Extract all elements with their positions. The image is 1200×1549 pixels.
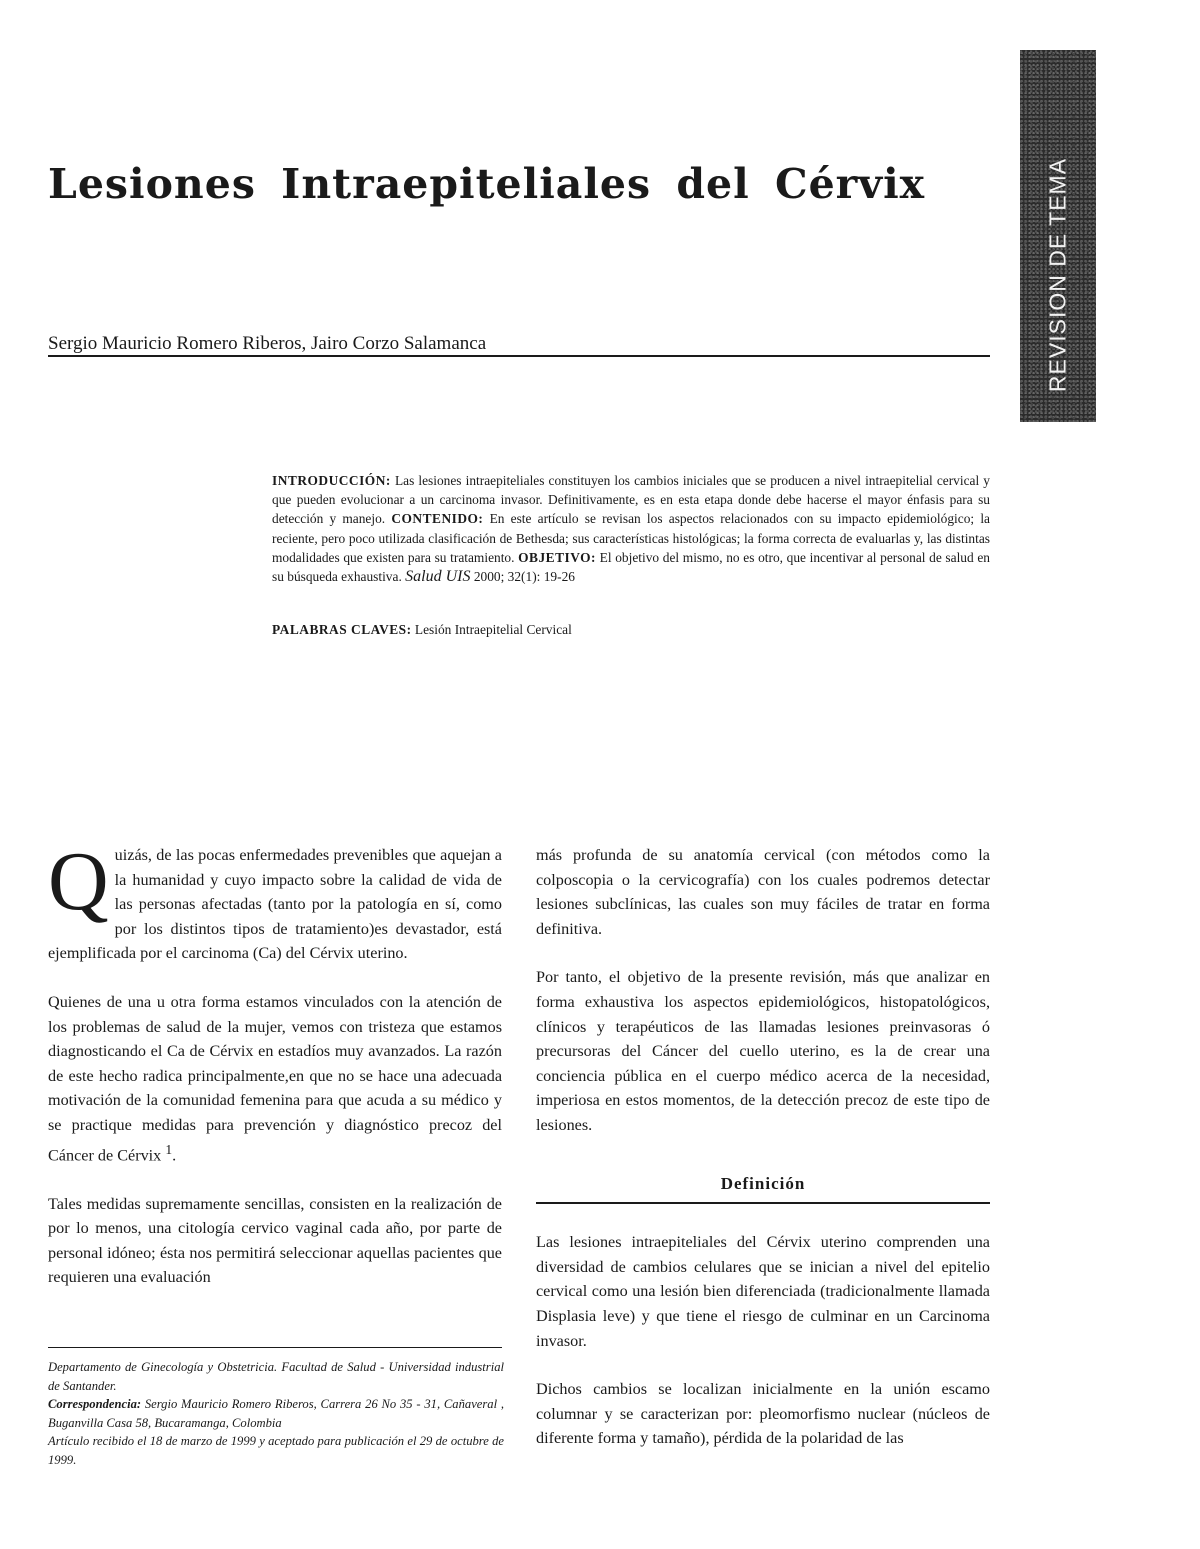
footnote-divider: [48, 1347, 502, 1348]
side-tab-label: REVISION DE TEMA: [1044, 157, 1071, 393]
section-side-tab: [1020, 50, 1096, 422]
footnote: [48, 1358, 504, 1470]
body-paragraph: Dichos cambios se localizan inicialmente en la unión escamo columnar y se caracterizan por: pleomorfismo nuclear (núcleos de diferente forma y tamaño), pérdida de la polaridad de las: [536, 1380, 990, 1448]
correspondence-label: Correspondencia:: [48, 1397, 142, 1412]
keywords-text: Lesión Intraepitelial Cervical: [411, 622, 572, 637]
paragraph-text: Quienes de una u otra forma estamos vinculados con la atención de los problemas de salud de la mujer, vemos con tristeza que estamos diagnosticando el Ca de Cérvix en estadíos muy avanzados. La razón de este hecho radica principalmente,en que no se hace una adecuada motivación de la comunidad femenina para que acuda a su médico y se practique medidas para prevención y diagnóstico precoz del Cáncer de Cérvix: [48, 992, 502, 1164]
section-divider: [536, 1202, 990, 1204]
abstract-content-text: En este artículo se revisan los aspectos relacionados con su impacto epidemiológico; la reciente, pero poco utilizada clasificación de Bethesda; sus características histológicas; la forma correcta de evaluarlas y, las distintas modalidades que existen para su tratamiento.: [272, 511, 990, 565]
body-paragraph: Tales medidas supremamente sencillas, consisten en la realización de por lo menos, una citología cervico vaginal cada año, por parte de personal idóneo; ésta nos permitirá seleccionar aquellas pacientes que requieren una evaluación: [48, 1194, 502, 1287]
footnote-correspondence: [48, 1395, 504, 1432]
paragraph-text: uizás, de las pocas enfermedades prevenibles que aquejan a la humanidad y cuyo impacto sobre la calidad de vida de las personas afectadas (tanto por la patología en sí, como por los distintos tipos de tratamiento)es devastador, está ejemplificada por el carcinoma (Ca) del Cérvix uterino.: [48, 846, 502, 963]
footnote-affiliation: Departamento de Ginecología y Obstetricia. Facultad de Salud - Universidad industrial de Santander.: [48, 1360, 504, 1393]
abstract-objective-text: El objetivo del mismo, no es otro, que incentivar al personal de salud en su búsqueda exhaustiva.: [272, 549, 990, 585]
journal-citation: 2000; 32(1): 19-26: [470, 569, 575, 585]
reference-number: 1: [165, 1141, 173, 1157]
body-column-right: [536, 843, 990, 1475]
keywords-label: PALABRAS CLAVES:: [272, 622, 412, 637]
body-paragraph: Las lesiones intraepiteliales del Cérvix uterino comprenden una diversidad de cambios celulares que se inician a nivel del epitelio cervical como una lesión bien diferenciada (tradicionalmente llamada Displasia leve) y que tiene el riesgo de culminar en un Carcinoma invasor.: [536, 1233, 990, 1350]
section-heading: Definición: [720, 1173, 806, 1193]
abstract-objective-label: OBJETIVO:: [518, 549, 597, 565]
body-paragraph: [48, 990, 502, 1168]
correspondence-text: Sergio Mauricio Romero Riberos, Carrera 26 No 35 - 31, Cañaveral , Buganvilla Casa 58, Bucaramanga, Colombia: [48, 1397, 504, 1430]
article-title: Lesiones Intraepiteliales del Cérvix: [48, 160, 926, 208]
body-paragraph: [48, 835, 502, 966]
paragraph-end: .: [172, 1145, 177, 1164]
keywords: [272, 622, 572, 638]
journal-name: Salud UIS: [405, 568, 471, 586]
body-paragraph: más profunda de su anatomía cervical (con métodos como la colposcopia o la cervicografía) con los cuales podremos detectar lesiones subclínicas, las cuales son muy fáciles de tratar en forma definitiva.: [536, 846, 990, 938]
body-paragraph: Por tanto, el objetivo de la presente revisión, más que analizar en forma exhaustiva los aspectos epidemiológicos, histopatológicos, clínicos y terapéuticos de las llamadas lesiones preinvasoras ó precursoras del Cáncer del cuello uterino, es la de crear una conciencia pública en el cuerpo médico acerca de la necesidad, imperiosa en estos momentos, de la detección precoz de este tipo de lesiones.: [536, 968, 990, 1134]
abstract-intro-text: Las lesiones intraepiteliales constituyen los cambios iniciales que se producen a nivel intraepitelial cervical y que pueden evolucionar a un carcinoma invasor. Definitivamente, es en esta etapa donde debe hacerse el mayor énfasis para su detección y manejo.: [272, 473, 990, 527]
body-column-left: [48, 835, 502, 1314]
footnote-received: Artículo recibido el 18 de marzo de 1999 y aceptado para publicación el 29 de octubre de 1999.: [48, 1434, 504, 1467]
authors-divider: [48, 355, 990, 357]
article-authors: Sergio Mauricio Romero Riberos, Jairo Corzo Salamanca: [48, 333, 487, 354]
drop-cap: Q: [48, 835, 109, 928]
abstract-content-label: CONTENIDO:: [391, 511, 484, 527]
abstract-intro-label: INTRODUCCIÓN:: [272, 473, 391, 488]
abstract: [272, 471, 990, 586]
